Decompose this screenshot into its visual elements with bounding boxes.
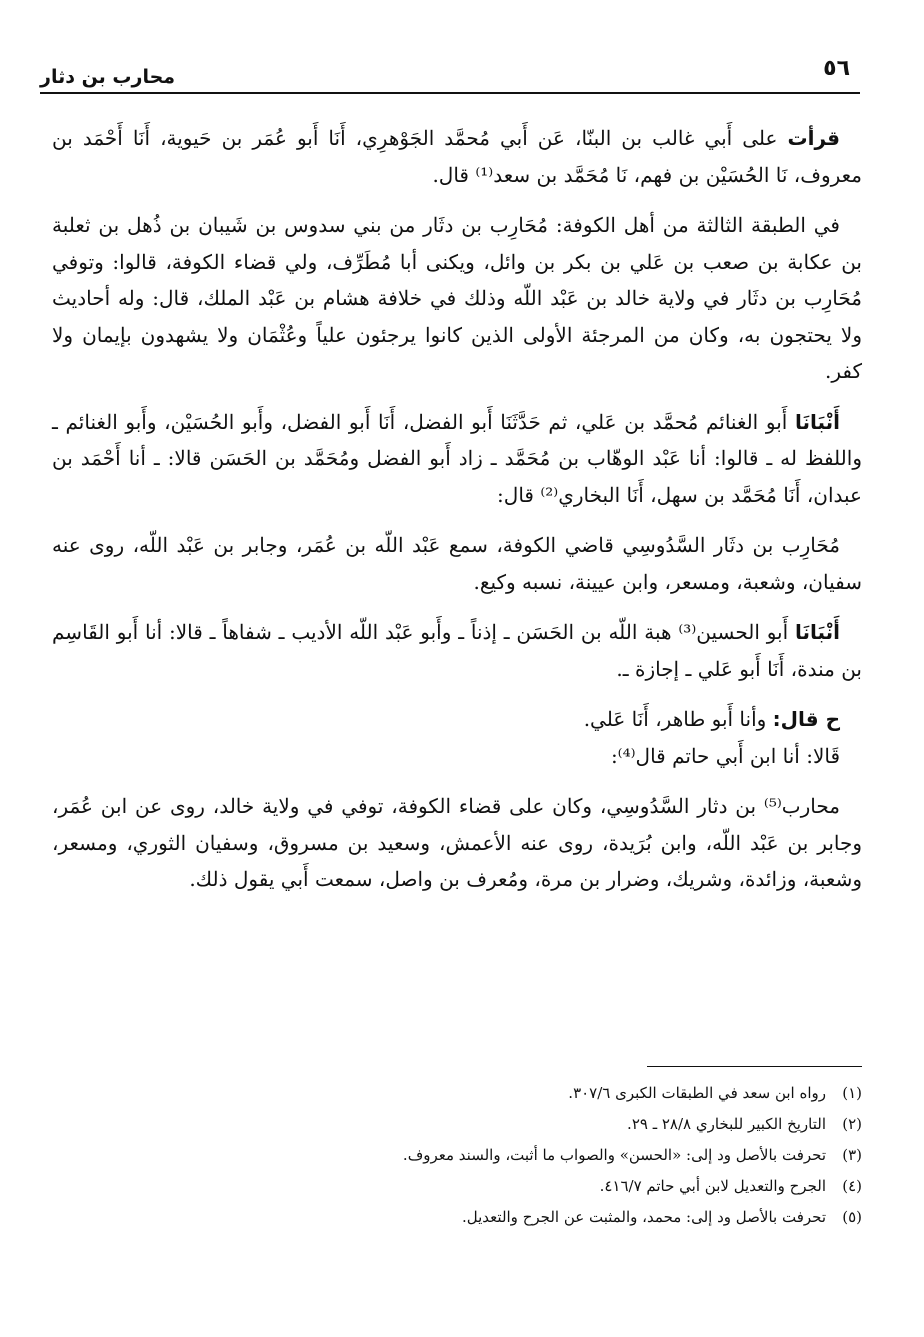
paragraph-text: أَبو الغنائم مُحمَّد بن عَلي، ثم حَدَّثَنَا أَبو الفضل، أَنَا أَبو الفضل، وأَبو الحُسَيْن، وأَبو الغنائم ـ واللفظ له ـ قالوا: أنا عَبْد الوهّاب بن مُحَمَّد ـ زاد أَبو الفضل ومُحَمَّد بن الحَسَن قالا: ـ أنا أَحْمَد بن عبدان، أَنَا مُحَمَّد بن سهل، أَنَا البخاري⁽²⁾ قال: — [52, 409, 862, 507]
footnote — [52, 1171, 862, 1202]
footnote-number: (١) — [842, 1084, 862, 1102]
paragraph-lead: أَنْبَانَا — [794, 620, 841, 644]
paragraph — [52, 120, 862, 193]
footnote-number: (٤) — [842, 1177, 862, 1195]
main-text — [52, 120, 862, 898]
paragraph-text: على أَبي غالب بن البنّا، عَن أَبي مُحمَّد الجَوْهرِي، أَنَا أَبو عُمَر بن حَيوية، أَنَا أَحْمَد بن معروف، نَا الحُسَيْن بن فهم، نَا مُحَمَّد بن سعد⁽¹⁾ قال. — [52, 126, 862, 187]
paragraph-text: أَبو الحسين⁽³⁾ هبة اللّه بن الحَسَن ـ إذناً ـ وأَبو عَبْد اللّه الأديب ـ شفاهاً ـ قالا: أنا أَبو القَاسِم بن مندة، أَنَا أَبو عَلي ـ إجازة ـ. — [52, 620, 862, 681]
page-number: ٥٦ — [823, 56, 850, 81]
running-title: محارب بن دثار — [40, 66, 176, 88]
footnote-number: (٥) — [842, 1208, 862, 1226]
footnotes — [52, 1078, 862, 1233]
paragraph-text: وأنا أَبو طاهر، أَنَا عَلي. — [583, 707, 773, 731]
footnote — [52, 1202, 862, 1233]
paragraph-lead: ح قال: — [772, 707, 840, 731]
paragraph — [52, 527, 862, 600]
footnote — [52, 1078, 862, 1109]
paragraph — [52, 614, 862, 687]
paragraph-lead: أَنْبَانَا — [794, 409, 841, 434]
paragraph-text: محارب⁽⁵⁾ بن دثار السَّدُوسِي، وكان على قضاء الكوفة، توفي في ولاية خالد، روى عن ابن عُمَر، وجابر بن عَبْد اللّه، وابن بُرَيدة، روى عنه الأعمش، وسعيد بن مسروق، وسفيان الثوري، ومسعر، وشعبة، وزائدة، وشريك، وضرار بن مرة، ومُعرف بن واصل، سمعت أَبي يقول ذلك. — [52, 794, 863, 891]
footnote-text: التاريخ الكبير للبخاري ٢٨/٨ ـ ٢٩. — [627, 1115, 826, 1133]
footnote-text: الجرح والتعديل لابن أبي حاتم ٤١٦/٧. — [599, 1177, 826, 1195]
footnote — [52, 1109, 862, 1140]
paragraph — [52, 788, 862, 898]
footnote-number: (٢) — [842, 1115, 862, 1133]
footnote-number: (٣) — [842, 1146, 862, 1164]
paragraph-text: مُحَارِب بن دثَار السَّدُوسِي قاضي الكوفة، سمع عَبْد اللّه بن عُمَر، وجابر بن عَبْد اللّه، روى عنه سفيان، وشعبة، ومسعر، وابن عيينة، نسبه وكيع. — [52, 533, 862, 594]
footnote-divider — [647, 1066, 862, 1067]
footnote — [52, 1140, 862, 1171]
paragraph-text: في الطبقة الثالثة من أهل الكوفة: مُحَارِب بن دثَار من بني سدوس بن شَيبان بن ذُهل بن ثعلبة بن عكابة بن صعب بن عَلي بن بكر بن وائل، ويكنى أبا مُطَرِّف، ولي قضاء الكوفة، قالوا: وتوفي مُحَارِب بن دثَار في ولاية خالد بن عَبْد اللّه وذلك في خلافة هشام بن عَبْد الملك، قال: وله أحاديث ولا يحتجون به، وكان من المرجئة الأولى الذين كانوا يرجئون علياً وعُثْمَان ولا يشهدون بإيمان ولا كفر. — [52, 213, 862, 383]
footnote-text: تحرفت بالأصل ود إلى: «الحسن» والصواب ما أثبت، والسند معروف. — [402, 1146, 826, 1164]
page-header — [40, 52, 860, 94]
footnote-text: تحرفت بالأصل ود إلى: محمد، والمثبت عن الجرح والتعديل. — [462, 1208, 826, 1226]
paragraph — [52, 738, 862, 775]
paragraph — [52, 701, 862, 738]
paragraph — [52, 207, 862, 390]
paragraph-lead: قرأت — [787, 126, 840, 150]
paragraph-text: قَالا: أنا ابن أَبي حاتم قال⁽⁴⁾: — [610, 743, 840, 768]
paragraph — [52, 404, 862, 514]
footnote-text: رواه ابن سعد في الطبقات الكبرى ٣٠٧/٦. — [568, 1084, 826, 1102]
